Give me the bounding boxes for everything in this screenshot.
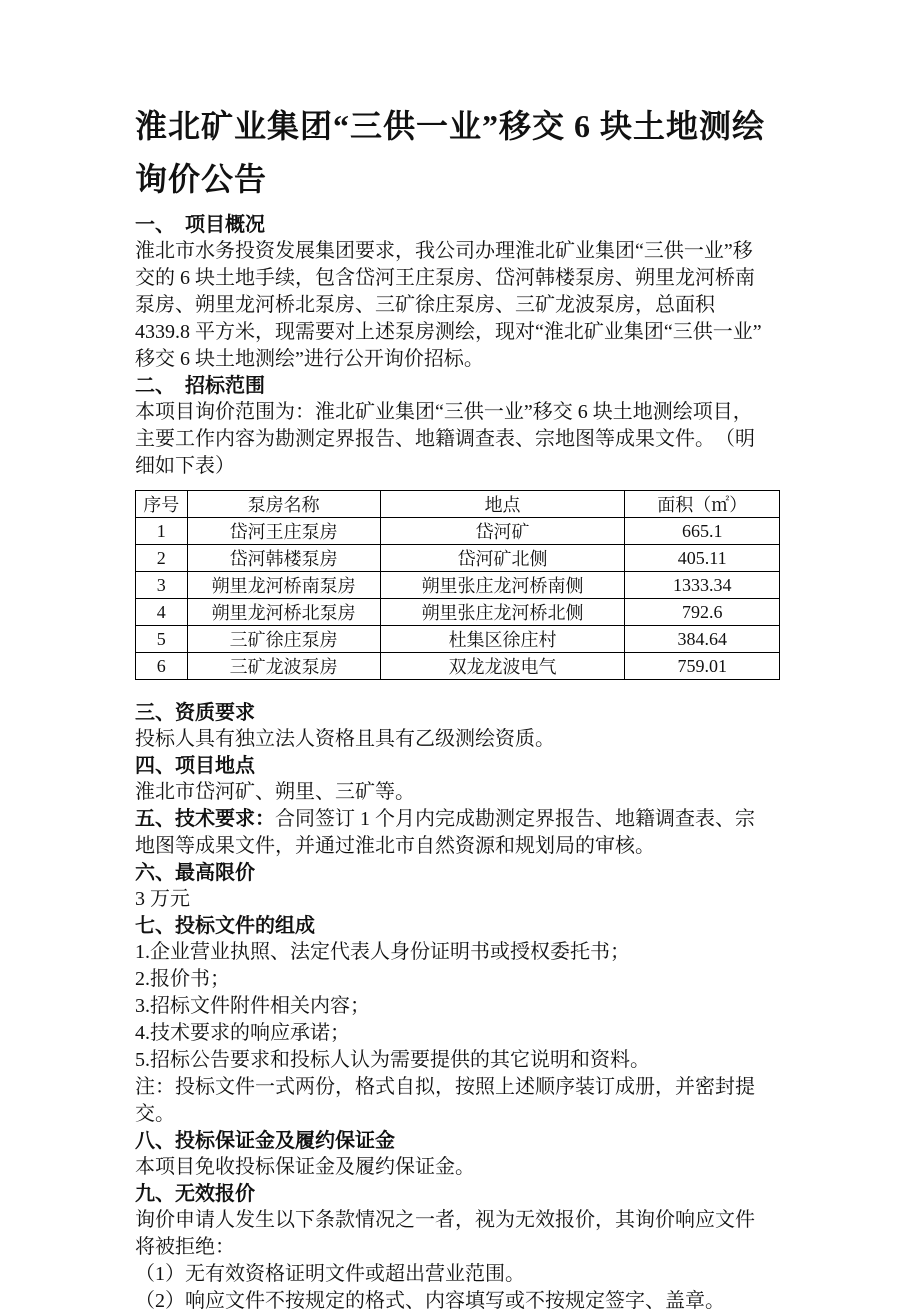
table-cell: 双龙龙波电气: [380, 653, 625, 680]
table-cell: 岱河王庄泵房: [187, 518, 380, 545]
table-header-cell: 地点: [380, 491, 625, 518]
table-cell: 朔里龙河桥南泵房: [187, 572, 380, 599]
section-4-heading: 四、项目地点: [135, 755, 255, 777]
table-cell: 405.11: [625, 545, 780, 572]
table-cell: 岱河矿: [380, 518, 625, 545]
bid-doc-item-1: 1.企业营业执照、法定代表人身份证明书或授权委托书；: [135, 941, 630, 963]
table-header-row: [136, 491, 780, 518]
table-row: [136, 653, 780, 680]
section-8-heading: 八、投标保证金及履约保证金: [135, 1130, 395, 1152]
table-cell: 三矿徐庄泵房: [187, 626, 380, 653]
table-cell: 4: [136, 599, 188, 626]
table-cell: 759.01: [625, 653, 780, 680]
section-1-body: 淮北市水务投资发展集团要求，我公司办理淮北矿业集团“三供一业”移交的 6 块土地手续，包含岱河王庄泵房、岱河韩楼泵房、朔里龙河桥南泵房、朔里龙河桥北泵房、三矿徐庄泵房、三矿龙波泵房，总面积 4339.8 平方米，现需要对上述泵房测绘，现对“淮北矿业集团“三供一业”移交 6 块土地测绘”进行公开询价招标。: [135, 240, 762, 370]
section-8-body: 本项目免收投标保证金及履约保证金。: [135, 1156, 475, 1178]
page-title: 淮北矿业集团“三供一业”移交 6 块土地测绘询价公告: [135, 108, 766, 197]
section-5-paragraph: [135, 806, 772, 860]
table-row: [136, 599, 780, 626]
bid-doc-item-4: 4.技术要求的响应承诺；: [135, 1022, 350, 1044]
section-3-body: 投标人具有独立法人资格且具有乙级测绘资质。: [135, 728, 555, 750]
table-cell: 杜集区徐庄村: [380, 626, 625, 653]
table-cell: 665.1: [625, 518, 780, 545]
table-cell: 792.6: [625, 599, 780, 626]
table-header-cell: 泵房名称: [187, 491, 380, 518]
invalid-bid-item-2: （2）响应文件不按规定的格式、内容填写或不按规定签字、盖章。: [135, 1290, 725, 1312]
table-header-cell: 面积（㎡）: [625, 491, 780, 518]
table-cell: 3: [136, 572, 188, 599]
table-header-cell: 序号: [136, 491, 188, 518]
invalid-bid-item-1: （1）无有效资格证明文件或超出营业范围。: [135, 1263, 525, 1285]
table-cell: 2: [136, 545, 188, 572]
section-6-body: 3 万元: [135, 888, 190, 910]
section-2-line1: 本项目询价范围为：淮北矿业集团“三供一业”移交 6 块土地测绘项目，: [135, 401, 753, 423]
table-row: [136, 518, 780, 545]
section-7-heading: 七、投标文件的组成: [135, 915, 315, 937]
table-cell: 岱河矿北侧: [380, 545, 625, 572]
table-cell: 朔里张庄龙河桥北侧: [380, 599, 625, 626]
table-cell: 384.64: [625, 626, 780, 653]
table-row: [136, 545, 780, 572]
table-row: [136, 572, 780, 599]
table-cell: 6: [136, 653, 188, 680]
table-cell: 朔里龙河桥北泵房: [187, 599, 380, 626]
section-6-heading: 六、最高限价: [135, 862, 255, 884]
table-cell: 岱河韩楼泵房: [187, 545, 380, 572]
section-3-heading: 三、资质要求: [135, 702, 255, 724]
bid-doc-item-5: 5.招标公告要求和投标人认为需要提供的其它说明和资料。: [135, 1049, 650, 1071]
section-1-heading: 一、 项目概况: [135, 214, 265, 236]
table-cell: 1333.34: [625, 572, 780, 599]
section-5-heading: 五、技术要求：: [135, 808, 275, 830]
section-2-line2: 主要工作内容为勘测定界报告、地籍调查表、宗地图等成果文件。 （明细如下表）: [135, 428, 755, 477]
section-7-note: 注：投标文件一式两份，格式自拟，按照上述顺序装订成册，并密封提交。: [135, 1076, 755, 1125]
table-body: [136, 518, 780, 680]
table-cell: 1: [136, 518, 188, 545]
section-2-heading: 二、 招标范围: [135, 375, 265, 397]
bid-doc-item-3: 3.招标文件附件相关内容；: [135, 995, 370, 1017]
table-cell: 朔里张庄龙河桥南侧: [380, 572, 625, 599]
bid-doc-item-2: 2.报价书；: [135, 968, 230, 990]
pump-station-table: [135, 490, 780, 680]
section-9-heading: 九、无效报价: [135, 1183, 255, 1205]
table-cell: 5: [136, 626, 188, 653]
table-cell: 三矿龙波泵房: [187, 653, 380, 680]
section-4-body: 淮北市岱河矿、朔里、三矿等。: [135, 781, 415, 803]
section-9-body: 询价申请人发生以下条款情况之一者，视为无效报价，其询价响应文件将被拒绝：: [135, 1209, 755, 1258]
table-row: [136, 626, 780, 653]
section-5-body: 合同签订 1 个月内完成勘测定界报告、地籍调查表、宗地图等成果文件，并通过淮北市自然资源和规划局的审核。: [135, 808, 755, 857]
